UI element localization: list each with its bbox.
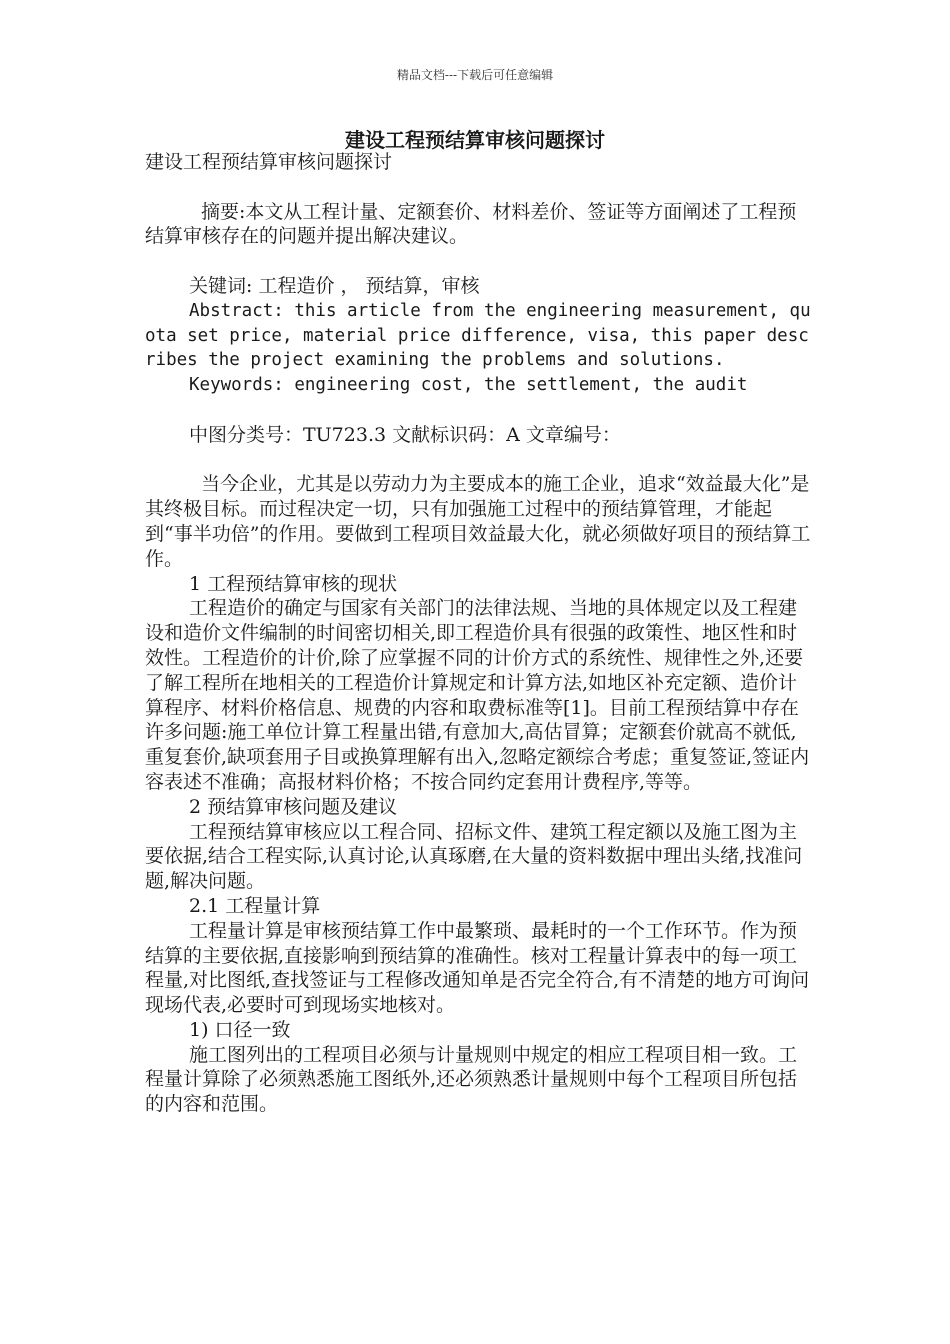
subtitle: 建设工程预结算审核问题探讨 [145, 151, 393, 173]
section-2-1-heading: 2.1 工程量计算 [189, 894, 321, 917]
section-2-1-paragraph: 工程量计算是审核预结算工作中最繁琐、最耗时的一个工作环节。作为预结算的主要依据,直接影响到预结算的准确性。核对工程量计算表中的每一项工程量,对比图纸,查找签证与工程修改通知单是否完全符合,有不清楚的地方可询问现场代表,必要时可到现场实地核对。 [145, 919, 810, 1017]
document-title: 建设工程预结算审核问题探讨 [345, 128, 605, 152]
spacer [145, 175, 813, 200]
intro-paragraph: 当今企业，尤其是以劳动力为主要成本的施工企业，追求“效益最大化”是其终极目标。而过程决定一切，只有加强施工过程中的预结算管理，才能起到“事半功倍”的作用。要做到工程项目效益最大化，就必须做好项目的预结算工作。 [145, 473, 811, 570]
spacer [145, 448, 813, 473]
keywords-cn: 关键词: 工程造价 ， 预结算，审核 [189, 274, 480, 297]
section-1-heading: 1 工程预结算审核的现状 [189, 572, 398, 595]
section-2-paragraph: 工程预结算审核应以工程合同、招标文件、建筑工程定额以及施工图为主要依据,结合工程实际,认真讨论,认真琢磨,在大量的资料数据中理出头绪,找准问题,解决问题。 [145, 820, 803, 893]
keywords-en: Keywords: engineering cost, the settlement, the audit [189, 375, 748, 396]
section-1-paragraph: 工程造价的确定与国家有关部门的法律法规、当地的具体规定以及工程建设和造价文件编制的时间密切相关,即工程造价具有很强的政策性、地区性和时效性。工程造价的计价,除了应掌握不同的计价方式的系统性、规律性之外,还要了解工程所在地相关的工程造价计算规定和计算方法,如地区补充定额、造价计算程序、材料价格信息、规费的内容和取费标准等[1]。目前工程预结算中存在许多问题:施工单位计算工程量出错,有意加大,高估冒算；定额套价就高不就低,重复套价,缺项套用子目或换算理解有出入,忽略定额综合考虑；重复签证,签证内容表述不准确；高报材料价格；不按合同约定套用计费程序,等等。 [145, 597, 810, 793]
abstract-en: Abstract: this article from the engineering measurement, quota set price, material price difference, visa, this paper describes the project examining the problems and solutions. [145, 300, 811, 371]
spacer [145, 398, 813, 423]
spacer [145, 249, 813, 274]
item-1-heading: 1) 口径一致 [189, 1018, 291, 1041]
header-note: 精品文档---下载后可任意编辑 [396, 68, 554, 82]
classification-line: 中图分类号：TU723.3 文献标识码：A 文章编号： [189, 423, 621, 446]
abstract-cn: 摘要:本文从工程计量、定额套价、材料差价、签证等方面阐述了工程预结算审核存在的问题并提出解决建议。 [145, 200, 797, 248]
item-1-paragraph: 施工图列出的工程项目必须与计量规则中规定的相应工程项目相一致。工程量计算除了必须熟悉施工图纸外,还必须熟悉计量规则中每个工程项目所包括的内容和范围。 [145, 1043, 798, 1116]
section-2-heading: 2 预结算审核问题及建议 [189, 795, 398, 818]
document-body [145, 150, 813, 1117]
